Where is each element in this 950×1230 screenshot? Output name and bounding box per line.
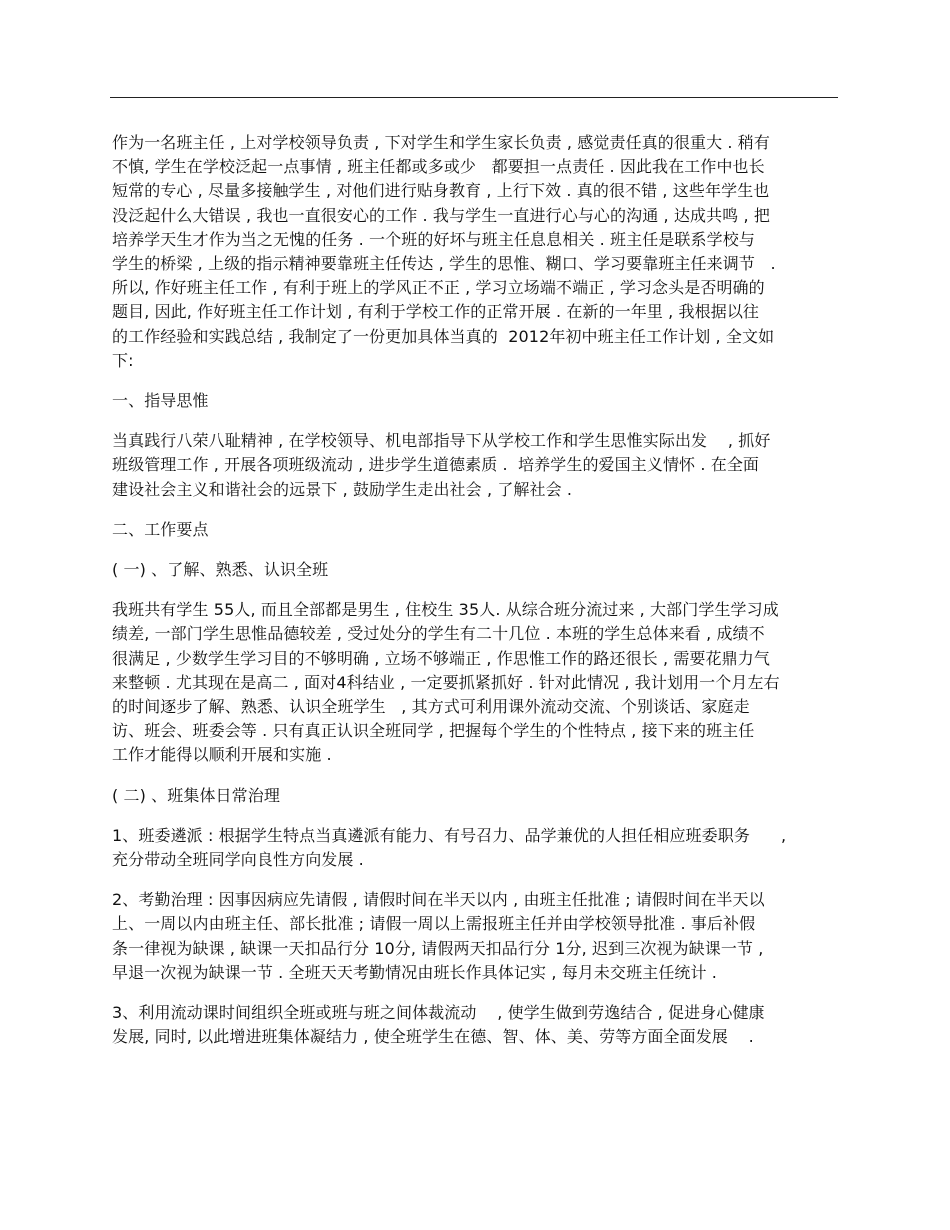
paragraph — [112, 888, 840, 985]
header-rule — [110, 97, 838, 98]
text-line: 所以, 作好班主任工作 , 有利于班上的学风正不正 , 学习立场端不端正 , 学习念头是否明确的 — [112, 278, 765, 298]
text-line: 当真践行八荣八耻精神 , 在学校领导、机电部指导下从学校工作和学生思惟实际出发 , 抓好 — [112, 431, 771, 451]
paragraph-gap — [112, 768, 840, 784]
text-line: 下: — [112, 350, 134, 370]
text-line: 1、班委遴派 : 根据学生特点当真遴派有能力、有号召力、品学兼优的人担任相应班委职务 , — [112, 825, 787, 845]
paragraph — [112, 429, 840, 502]
text-line: 工作才能得以顺利开展和实施 . — [112, 745, 332, 765]
paragraph-gap — [112, 373, 840, 389]
text-line: 早退一次视为缺课一节 . 全班天天考勤情况由班长作具体记实 , 每月未交班主任统计 . — [112, 962, 717, 982]
paragraph-gap — [112, 872, 840, 888]
paragraph — [112, 131, 840, 373]
paragraph-gap — [112, 542, 840, 558]
text-line: 培养学天生才作为当之无愧的任务 . 一个班的好坏与班主任息息相关 . 班主任是联系学校与 — [112, 229, 755, 249]
text-line: 3、利用流动课时间组织全班或班与班之间体裁流动 , 使学生做到劳逸结合 , 促进身心健康 — [112, 1003, 765, 1023]
paragraph — [112, 558, 840, 582]
text-line: 不慎, 学生在学校泛起一点事情 , 班主任都或多或少 都要担一点责任 . 因此我在工作中也长 — [112, 157, 765, 177]
text-line: 二、工作要点 — [112, 519, 209, 539]
text-line: 的工作经验和实践总结 , 我制定了一份更加具体当真的 2012年初中班主任工作计划 , 全文如 — [112, 326, 775, 346]
paragraph — [112, 598, 840, 767]
paragraph-gap — [112, 808, 840, 824]
text-line: 发展, 同时, 以此增进班集体凝结力 , 使全班学生在德、智、体、美、劳等方面全面发展 . — [112, 1027, 754, 1047]
text-line: 上、一周以内由班主任、部长批准 ; 请假一周以上需报班主任并由学校领导批准 . 事后补假 — [112, 914, 756, 934]
paragraph-gap — [112, 985, 840, 1001]
paragraph — [112, 1001, 840, 1049]
text-line: 建设社会主义和谐社会的远景下 , 鼓励学生走出社会 , 了解社会 . — [112, 479, 573, 499]
text-line: 条一律视为缺课 , 缺课一天扣品行分 10分, 请假两天扣品行分 1分, 迟到三次视为缺课一节 , — [112, 938, 764, 958]
text-line: 的时间逐步了解、熟悉、认识全班学生 , 其方式可利用课外流动交流、个别谈话、家庭走 — [112, 697, 750, 717]
text-line: 2、考勤治理 : 因事因病应先请假 , 请假时间在半天以内 , 由班主任批准 ; 请假时间在半天以 — [112, 890, 765, 910]
text-line: 访、班会、班委会等 . 只有真正认识全班同学 , 把握每个学生的个性特点 , 接下来的班主任 — [112, 721, 755, 741]
text-line: ( 一) 、了解、熟悉、认识全班 — [112, 560, 329, 580]
text-line: 短常的专心 , 尽量多接触学生 , 对他们进行贴身教育 , 上行下效 . 真的很不错 , 这些年学生也 — [112, 181, 770, 201]
paragraph — [112, 784, 840, 808]
paragraph — [112, 824, 840, 872]
paragraph — [112, 518, 840, 542]
text-line: 题目, 因此, 作好班主任工作计划 , 有利于学校工作的正常开展 . 在新的一年里 , 我根据以往 — [112, 302, 760, 322]
document-body — [112, 131, 840, 1050]
paragraph — [112, 389, 840, 413]
paragraph-gap — [112, 582, 840, 598]
text-line: 学生的桥梁 , 上级的指示精神要靠班主任传达 , 学生的思惟、糊口、学习要靠班主任来调节 . — [112, 254, 776, 274]
text-line: 没泛起什么大错误 , 我也一直很安心的工作 . 我与学生一直进行心与心的沟通 , 达成共鸣 , 把 — [112, 205, 770, 225]
text-line: ( 二) 、班集体日常治理 — [112, 785, 280, 805]
text-line: 班级管理工作 , 开展各项班级流动 , 进步学生道德素质 . 培养学生的爱国主义情怀 . 在全面 — [112, 455, 760, 475]
text-line: 我班共有学生 55人, 而且全部都是男生 , 住校生 35人. 从综合班分流过来 , 大部门学生学习成 — [112, 600, 779, 620]
text-line: 绩差, 一部门学生思惟品德较差 , 受过处分的学生有二十几位 . 本班的学生总体来看 , 成绩不 — [112, 624, 765, 644]
text-line: 很满足 , 少数学生学习目的不够明确 , 立场不够端正 , 作思惟工作的路还很长 , 需要花鼎力气 — [112, 648, 770, 668]
text-line: 作为一名班主任 , 上对学校领导负责 , 下对学生和学生家长负责 , 感觉责任真的很重大 . 稍有 — [112, 133, 770, 152]
text-line: 充分带动全班同学向良性方向发展 . — [112, 850, 364, 870]
paragraph-gap — [112, 413, 840, 429]
paragraph-gap — [112, 502, 840, 518]
text-line: 来整顿 . 尤其现在是高二 , 面对4科结业 , 一定要抓紧抓好 . 针对此情况 , 我计划用一个月左右 — [112, 672, 780, 692]
text-line: 一、指导思惟 — [112, 391, 209, 411]
